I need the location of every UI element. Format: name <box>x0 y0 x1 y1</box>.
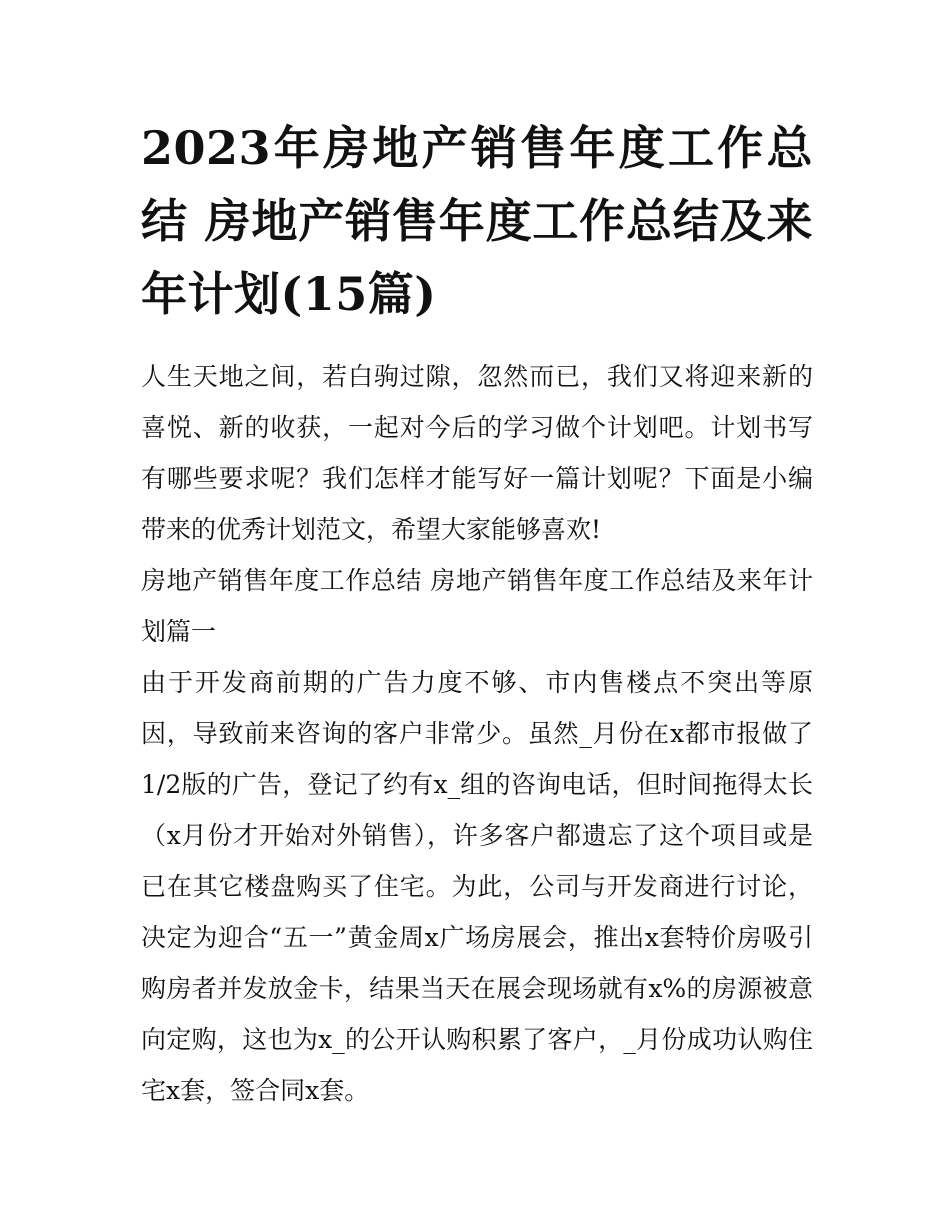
document-page <box>141 112 813 1116</box>
intro-paragraph: 人生天地之间，若白驹过隙，忽然而已，我们又将迎来新的喜悦、新的收获，一起对今后的学习做个计划吧。计划书写有哪些要求呢？我们怎样才能写好一篇计划呢？下面是小编带来的优秀计划范文，希望大家能够喜欢! <box>141 362 813 544</box>
document-title: 2023年房地产销售年度工作总结 房地产销售年度工作总结及来年计划(15篇) <box>141 121 813 321</box>
body-paragraph: 由于开发商前期的广告力度不够、市内售楼点不突出等原因，导致前来咨询的客户非常少。虽然_月份在x都市报做了1/2版的广告，登记了约有x_组的咨询电话，但时间拖得太长（x月份才开始对外销售），许多客户都遗忘了这个项目或是已在其它楼盘购买了住宅。为此，公司与开发商进行讨论，决定为迎合“五一”黄金周x广场房展会，推出x套特价房吸引购房者并发放金卡，结果当天在展会现场就有x%的房源被意向定购，这也为x_的公开认购积累了客户，_月份成功认购住宅x套，签合同x套。 <box>141 668 813 1105</box>
section-heading: 房地产销售年度工作总结 房地产销售年度工作总结及来年计划篇一 <box>141 566 813 646</box>
